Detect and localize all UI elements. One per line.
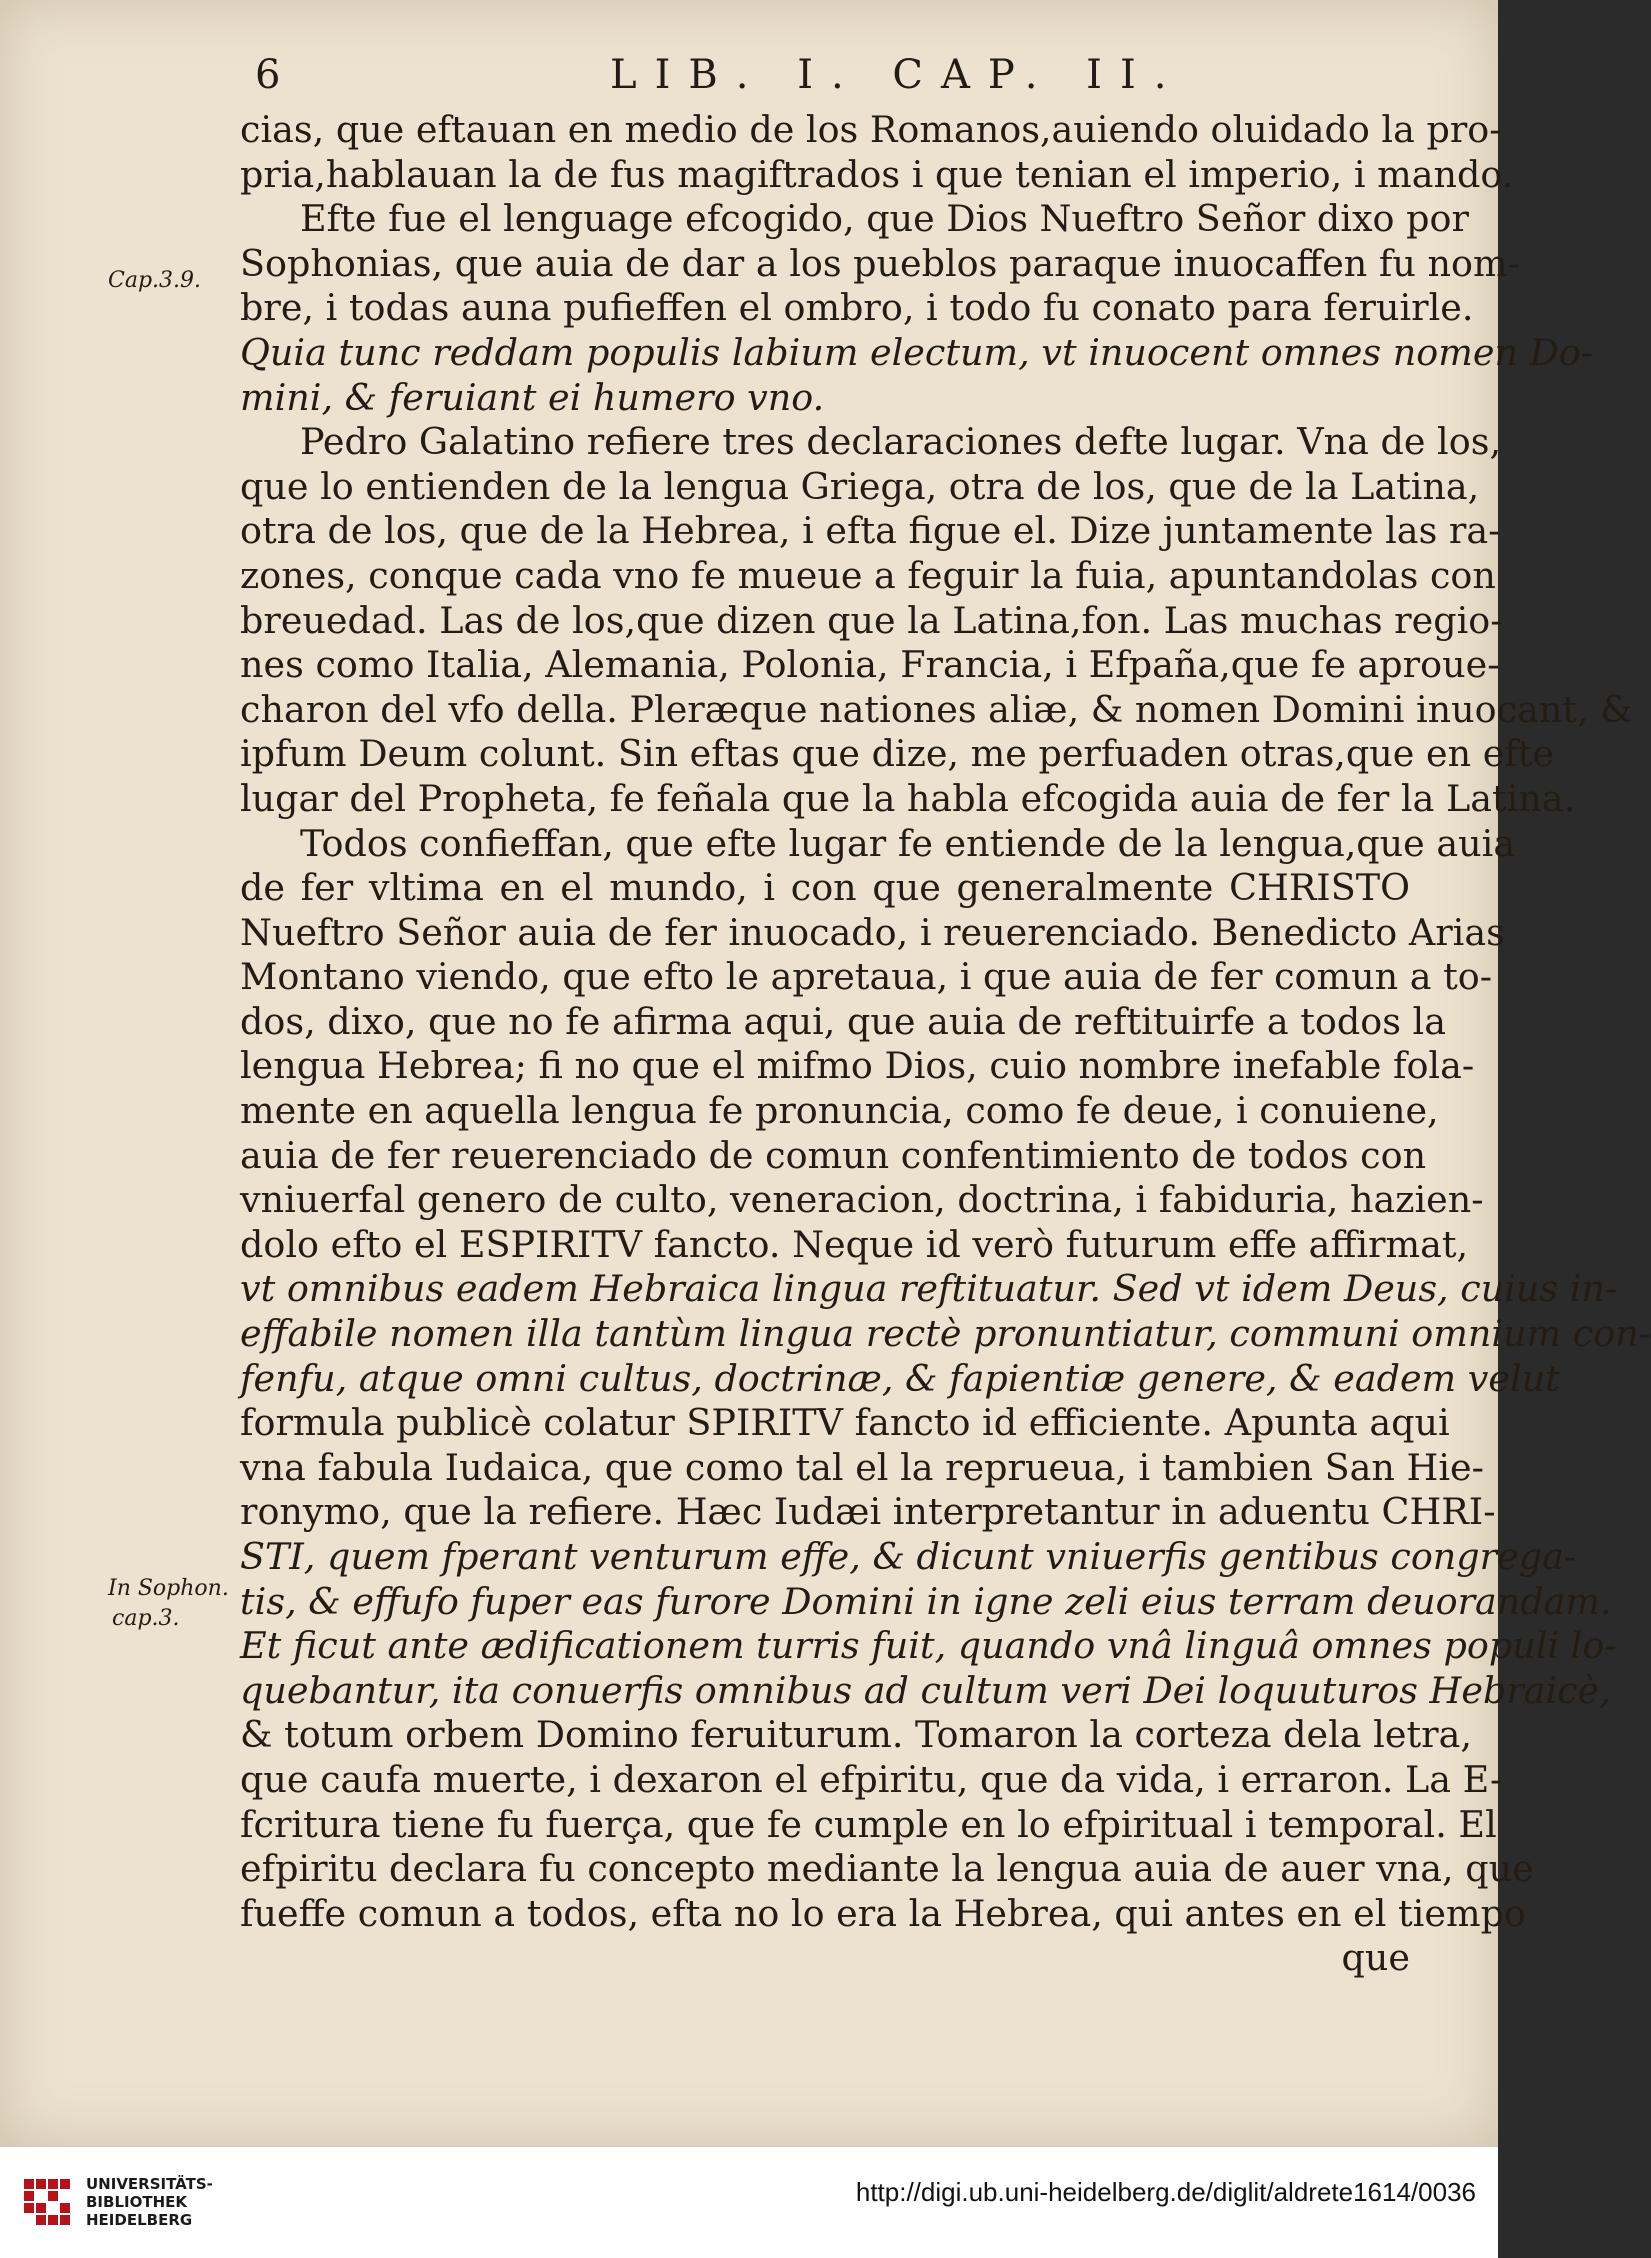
margin-note-cap-3: cap.3.	[112, 1606, 180, 1631]
text-line: Efte fue el lenguage efcogido, que Dios Nueftro Señor dixo por	[300, 197, 1469, 241]
text-line: bre, i todas auna pufieffen el ombro, i todo fu conato para feruirle.	[240, 286, 1474, 330]
text-line: Sophonias, que auia de dar a los pueblos paraque inuocaffen fu nom-	[240, 241, 1520, 285]
text-line: & totum orbem Domino feruiturum. Tomaron la corteza dela letra,	[240, 1713, 1472, 1757]
text-line: STI, quem fperant venturum effe, & dicunt vniuerfis gentibus congrega-	[240, 1535, 1577, 1578]
text-line: ipfum Deum colunt. Sin eftas que dize, me perfuaden otras,que en efte	[240, 732, 1555, 776]
library-name	[86, 2175, 286, 2229]
text-line: efpiritu declara fu concepto mediante la lengua auia de auer vna, que	[240, 1847, 1534, 1891]
text-line: Pedro Galatino refiere tres declaraciones defte lugar. Vna de los,	[300, 420, 1502, 464]
text-line: charon del vfo della. Pleræque nationes aliæ, & nomen Domini inuocant, &	[240, 687, 1633, 731]
footer-bar	[0, 2146, 1498, 2258]
university-library-logo-icon	[24, 2179, 70, 2225]
text-line: fenfu, atque omni cultus, doctrinæ, & fapientiæ genere, & eadem velut	[240, 1356, 1560, 1400]
text-line: nes como Italia, Alemania, Polonia, Francia, i Efpaña,que fe aproue-	[240, 643, 1500, 687]
text-line: vniuerfal genero de culto, veneracion, doctrina, i fabiduria, hazien-	[240, 1178, 1484, 1222]
text-line: Montano viendo, que efto le apretaua, i que auia de fer comun a to-	[240, 955, 1493, 999]
text-line: vna fabula Iudaica, que como tal el la reprueua, i tambien San Hie-	[240, 1445, 1484, 1489]
text-line: auia de fer reuerenciado de comun confentimiento de todos con	[240, 1133, 1427, 1177]
text-line: zones, conque cada vno fe mueue a feguir la fuia, apuntandolas con	[240, 553, 1496, 597]
page-header	[255, 52, 1405, 102]
text-line: otra de los, que de la Hebrea, i efta figue el. Dize juntamente las ra-	[240, 509, 1501, 553]
text-line: mente en aquella lengua fe pronuncia, como fe deue, i conuiene,	[240, 1089, 1439, 1133]
text-line: formula publicè colatur SPIRITV fancto id efficiente. Apunta aqui	[240, 1401, 1450, 1445]
page-number: 6	[255, 52, 283, 98]
text-line: effabile nomen illa tantùm lingua rectè pronuntiatur, communi omnium con-	[240, 1312, 1651, 1356]
text-line: Quia tunc reddam populis labium electum, vt inuocent omnes nomen Do-	[240, 330, 1594, 374]
library-name-line: BIBLIOTHEK	[86, 2193, 187, 2211]
text-line: mini, & feruiant ei humero vno.	[240, 375, 825, 419]
text-line: que lo entienden de la lengua Griega, otra de los, que de la Latina,	[240, 464, 1480, 508]
text-line: breuedad. Las de los,que dizen que la Latina,fon. Las muchas regio-	[240, 598, 1503, 642]
text-line: cias, que eftauan en medio de los Romanos,auiendo oluidado la pro-	[240, 108, 1502, 151]
margin-note-cap-3-9: Cap.3.9.	[108, 268, 202, 293]
text-line: ronymo, que la refiere. Hæc Iudæi interpretantur in aduentu CHRI-	[240, 1490, 1496, 1534]
text-line: tis, & effufo fuper eas furore Domini in igne zeli eius terram deuorandam.	[240, 1579, 1612, 1623]
catchword: que	[1341, 1936, 1410, 1980]
text-line: Et ficut ante ædificationem turris fuit, quando vnâ linguâ omnes populi lo-	[240, 1624, 1617, 1668]
text-line: Nueftro Señor auia de fer inuocado, i reuerenciado. Benedicto Arias	[240, 910, 1505, 954]
running-head: LIB. I. CAP. II.	[610, 52, 1185, 98]
text-line: dolo efto el ESPIRITV fancto. Neque id verò futurum effe affirmat,	[240, 1222, 1469, 1266]
source-url-link[interactable]: http://digi.ub.uni-heidelberg.de/diglit/aldrete1614/0036	[855, 2177, 1476, 2207]
text-line: fcritura tiene fu fuerça, que fe cumple en lo efpiritual i temporal. El	[240, 1802, 1497, 1846]
text-line: que caufa muerte, i dexaron el efpiritu, que da vida, i erraron. La E-	[240, 1757, 1503, 1801]
text-line: fueffe comun a todos, efta no lo era la Hebrea, qui antes en el tiempo	[240, 1891, 1526, 1935]
text-line: Todos confieffan, que efte lugar fe entiende de la lengua,que auia	[300, 821, 1516, 865]
body-text	[240, 108, 1651, 1981]
text-line: pria,hablauan la de fus magiftrados i que tenian el imperio, i mando.	[240, 152, 1514, 196]
margin-note-in-sophon: In Sophon.	[108, 1576, 229, 1601]
library-name-line: HEIDELBERG	[86, 2211, 193, 2229]
text-line: vt omnibus eadem Hebraica lingua reftituatur. Sed vt idem Deus, cuius in-	[240, 1267, 1618, 1311]
text-line: lengua Hebrea; fi no que el mifmo Dios, cuio nombre inefable fola-	[240, 1044, 1475, 1088]
text-line: lugar del Propheta, fe feñala que la habla efcogida auia de fer la Latina.	[240, 776, 1576, 820]
text-line: dos, dixo, que no fe afirma aqui, que auia de reftituirfe a todos la	[240, 999, 1446, 1043]
text-line: de fer vltima en el mundo, i con que generalmente CHRISTO	[240, 866, 1410, 910]
text-line: quebantur, ita conuerfis omnibus ad cultum veri Dei loquuturos Hebraicè,	[240, 1668, 1611, 1712]
library-name-line: UNIVERSITÄTS-	[86, 2175, 213, 2193]
